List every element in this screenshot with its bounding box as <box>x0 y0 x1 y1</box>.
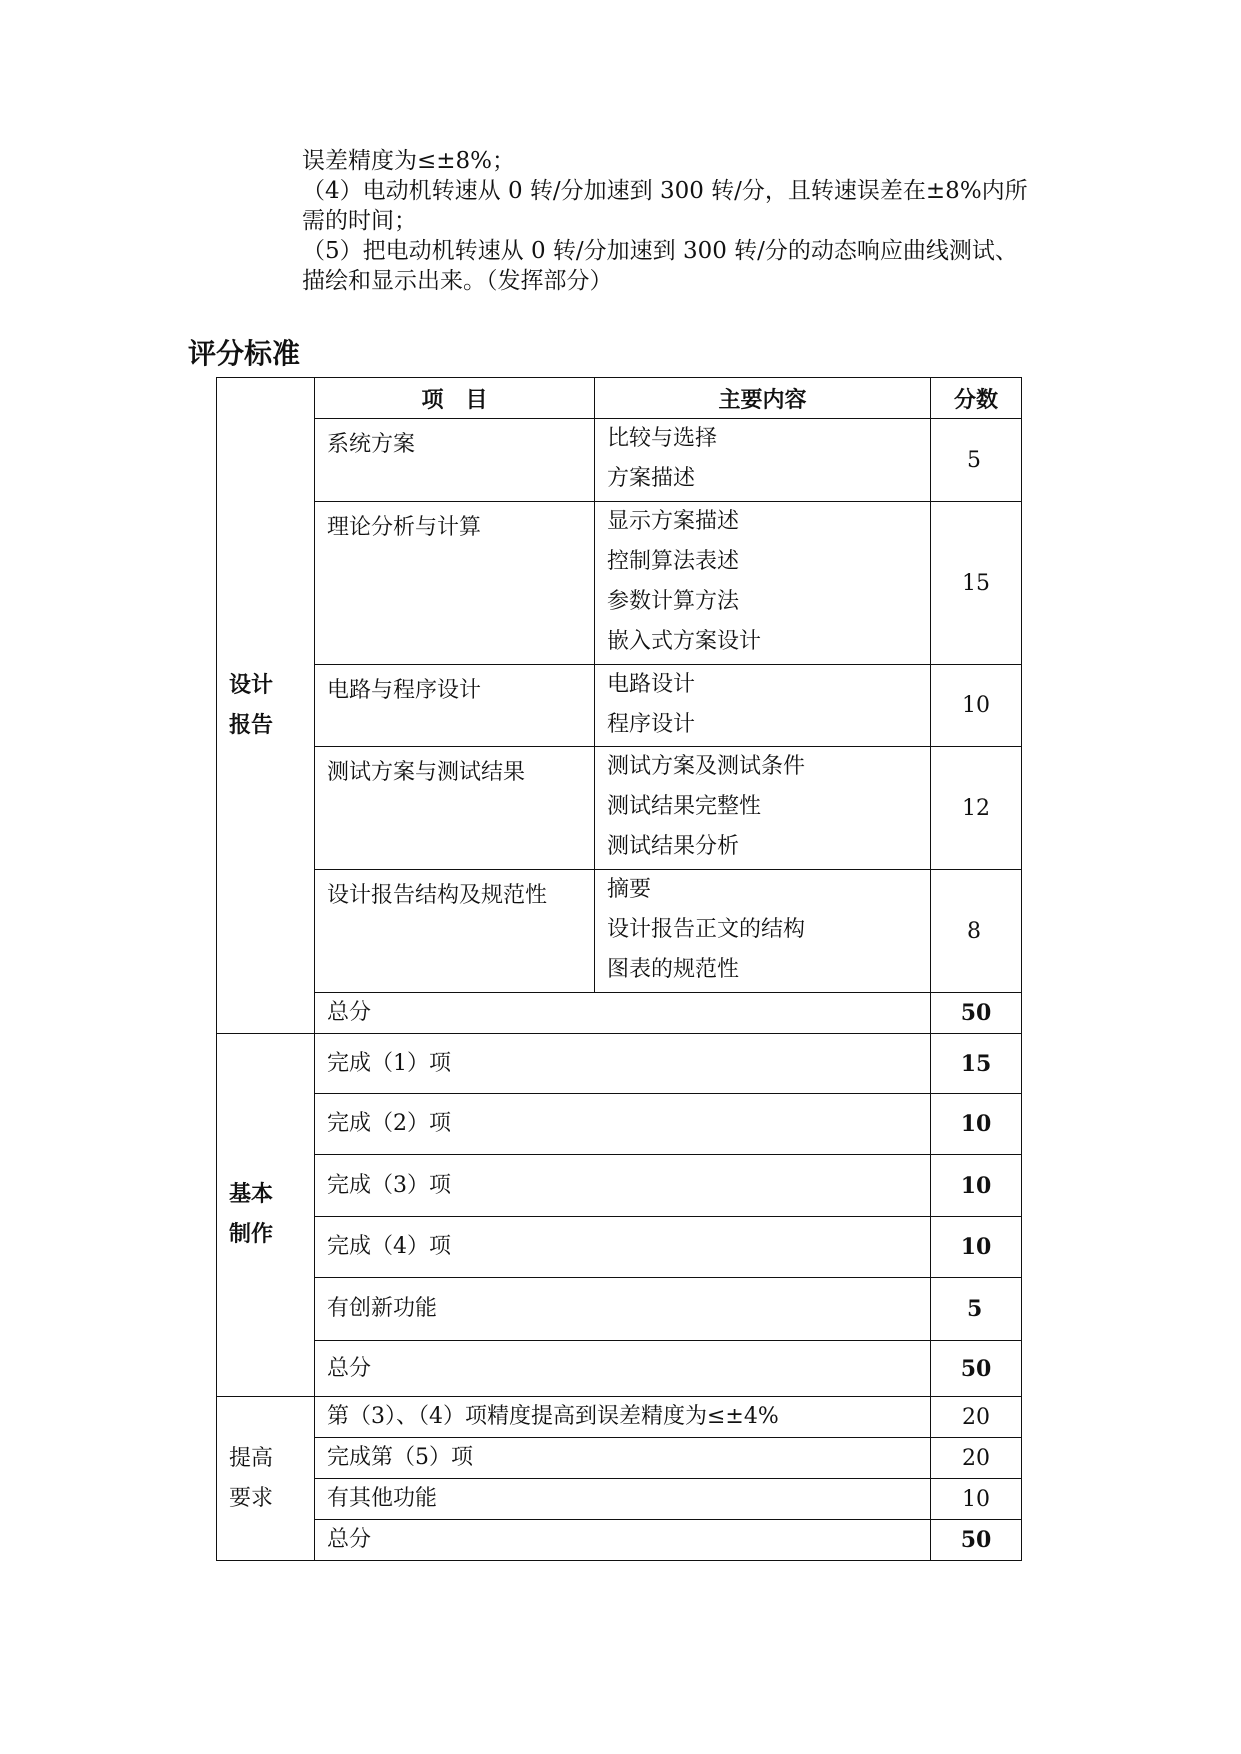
row-content <box>595 502 931 665</box>
table-row <box>217 1217 1022 1278</box>
category-label: 要求 <box>229 1485 274 1511</box>
content-line: 嵌入式方案设计 <box>607 629 762 654</box>
table-row <box>217 1094 1022 1155</box>
table-row <box>217 747 1022 870</box>
content-line: 控制算法表述 <box>607 549 740 574</box>
intro-line: （4）电动机转速从 0 转/分加速到 300 转/分，且转速误差在±8%内所 <box>302 178 1028 204</box>
intro-text <box>302 146 1082 296</box>
content-line: 测试结果完整性 <box>607 794 762 819</box>
table-row <box>217 1438 1022 1479</box>
row-item: 设计报告结构及规范性 <box>315 870 595 993</box>
category-label: 设计 <box>229 672 274 698</box>
row-item: 有其他功能 <box>315 1479 931 1520</box>
row-item: 完成第（5）项 <box>315 1438 931 1479</box>
row-content <box>595 665 931 747</box>
row-content <box>595 747 931 870</box>
section-title: 评分标准 <box>188 337 301 370</box>
table-row <box>217 502 1022 665</box>
category-label: 制作 <box>229 1222 274 1247</box>
table-row <box>217 665 1022 747</box>
row-score: 10 <box>931 1479 1022 1520</box>
row-item: 完成（2）项 <box>315 1094 931 1155</box>
row-item: 系统方案 <box>315 419 595 502</box>
table-row <box>217 419 1022 502</box>
intro-line: 误差精度为≤±8%； <box>302 148 516 174</box>
category-basic <box>217 1034 315 1397</box>
row-score: 20 <box>931 1397 1022 1438</box>
row-score: 20 <box>931 1438 1022 1479</box>
table-row-total <box>217 993 1022 1034</box>
table-row <box>217 870 1022 993</box>
row-item: 理论分析与计算 <box>315 502 595 665</box>
header-score: 分数 <box>931 378 1022 419</box>
row-score: 8 <box>931 870 1022 993</box>
content-line: 比较与选择 <box>607 426 718 451</box>
row-score: 15 <box>931 1034 1022 1094</box>
category-label: 提高 <box>229 1445 274 1471</box>
table-row <box>217 1155 1022 1217</box>
content-line: 测试方案及测试条件 <box>607 754 806 779</box>
row-total-label: 总分 <box>315 1520 931 1561</box>
table-row-total <box>217 1520 1022 1561</box>
table-row <box>217 1278 1022 1341</box>
table-row <box>217 1479 1022 1520</box>
row-item: 完成（3）项 <box>315 1155 931 1217</box>
grading-table <box>216 377 1022 1561</box>
table-row-total <box>217 1341 1022 1397</box>
row-item: 测试方案与测试结果 <box>315 747 595 870</box>
category-design <box>217 378 315 1034</box>
table-row <box>217 1034 1022 1094</box>
row-item: 有创新功能 <box>315 1278 931 1341</box>
row-score: 10 <box>931 1217 1022 1278</box>
row-total-label: 总分 <box>315 993 931 1034</box>
row-score: 12 <box>931 747 1022 870</box>
content-line: 参数计算方法 <box>607 589 740 614</box>
row-total-score: 50 <box>931 1520 1022 1561</box>
row-total-score: 50 <box>931 1341 1022 1397</box>
content-line: 电路设计 <box>607 672 696 697</box>
row-item: 第（3）、（4）项精度提高到误差精度为≤±4% <box>315 1397 931 1438</box>
row-content <box>595 419 931 502</box>
table-header-row <box>217 378 1022 419</box>
content-line: 方案描述 <box>607 466 696 491</box>
intro-line: （5）把电动机转速从 0 转/分加速到 300 转/分的动态响应曲线测试、 <box>302 238 1018 264</box>
row-score: 10 <box>931 665 1022 747</box>
row-total-score: 50 <box>931 993 1022 1034</box>
header-content: 主要内容 <box>595 378 931 419</box>
row-content <box>595 870 931 993</box>
category-label: 报告 <box>229 712 274 738</box>
intro-line: 需的时间； <box>302 208 417 234</box>
row-item: 完成（1）项 <box>315 1034 931 1094</box>
intro-line: 描绘和显示出来。（发挥部分） <box>302 268 613 294</box>
row-score: 5 <box>931 419 1022 502</box>
row-total-label: 总分 <box>315 1341 931 1397</box>
table-row <box>217 1397 1022 1438</box>
content-line: 测试结果分析 <box>607 834 740 859</box>
content-line: 摘要 <box>607 877 652 902</box>
row-item: 电路与程序设计 <box>315 665 595 747</box>
row-score: 5 <box>931 1278 1022 1341</box>
content-line: 图表的规范性 <box>607 957 740 982</box>
content-line: 程序设计 <box>607 712 696 737</box>
row-score: 10 <box>931 1155 1022 1217</box>
category-label: 基本 <box>229 1182 274 1207</box>
content-line: 设计报告正文的结构 <box>607 917 806 942</box>
header-item: 项 目 <box>315 378 595 419</box>
row-score: 15 <box>931 502 1022 665</box>
row-score: 10 <box>931 1094 1022 1155</box>
row-item: 完成（4）项 <box>315 1217 931 1278</box>
content-line: 显示方案描述 <box>607 509 740 534</box>
category-advanced <box>217 1397 315 1561</box>
